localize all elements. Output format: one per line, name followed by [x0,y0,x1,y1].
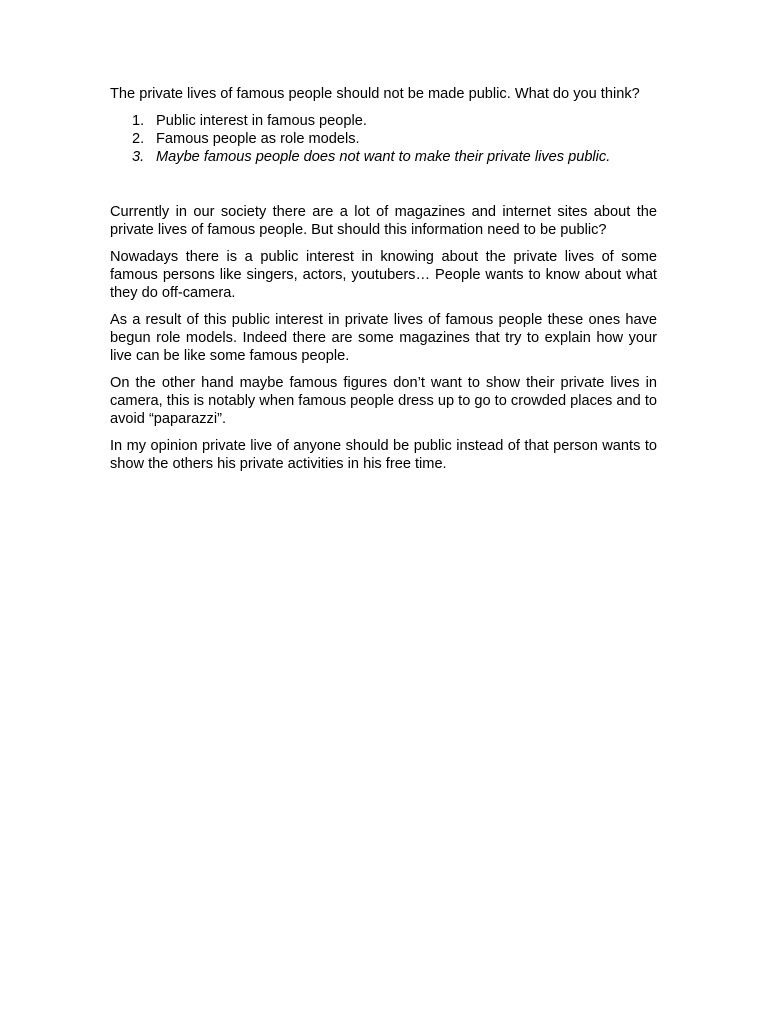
body-paragraph: Currently in our society there are a lot of magazines and internet sites about the private lives of famous people. But should this information need to be public? [110,204,657,238]
outline-list [110,112,657,166]
outline-item-number: 2. [132,131,145,147]
outline-item [110,148,657,166]
outline-item-text: Public interest in famous people. [156,113,367,129]
body-paragraph: As a result of this public interest in private lives of famous people these ones have begun role models. Indeed there are some magazines that try to explain how your live can be like some famous people. [110,312,657,364]
outline-item [110,130,657,148]
document-page [110,85,657,482]
blank-space [110,166,657,203]
outline-item-text: Famous people as role models. [156,131,360,147]
body-paragraph: On the other hand maybe famous figures don’t want to show their private lives in camera, this is notably when famous people dress up to go to crowded places and to avoid “paparazzi”. [110,375,657,427]
essay-prompt: The private lives of famous people should not be made public. What do you think? [110,86,640,102]
outline-item-number: 3. [132,149,145,165]
outline-item [110,112,657,130]
body-paragraph: Nowadays there is a public interest in knowing about the private lives of some famous persons like singers, actors, youtubers… People wants to know about what they do off-camera. [110,249,657,301]
outline-item-number: 1. [132,113,145,129]
outline-item-text: Maybe famous people does not want to make their private lives public. [156,149,611,165]
body-paragraph: In my opinion private live of anyone should be public instead of that person wants to show the others his private activities in his free time. [110,438,657,472]
